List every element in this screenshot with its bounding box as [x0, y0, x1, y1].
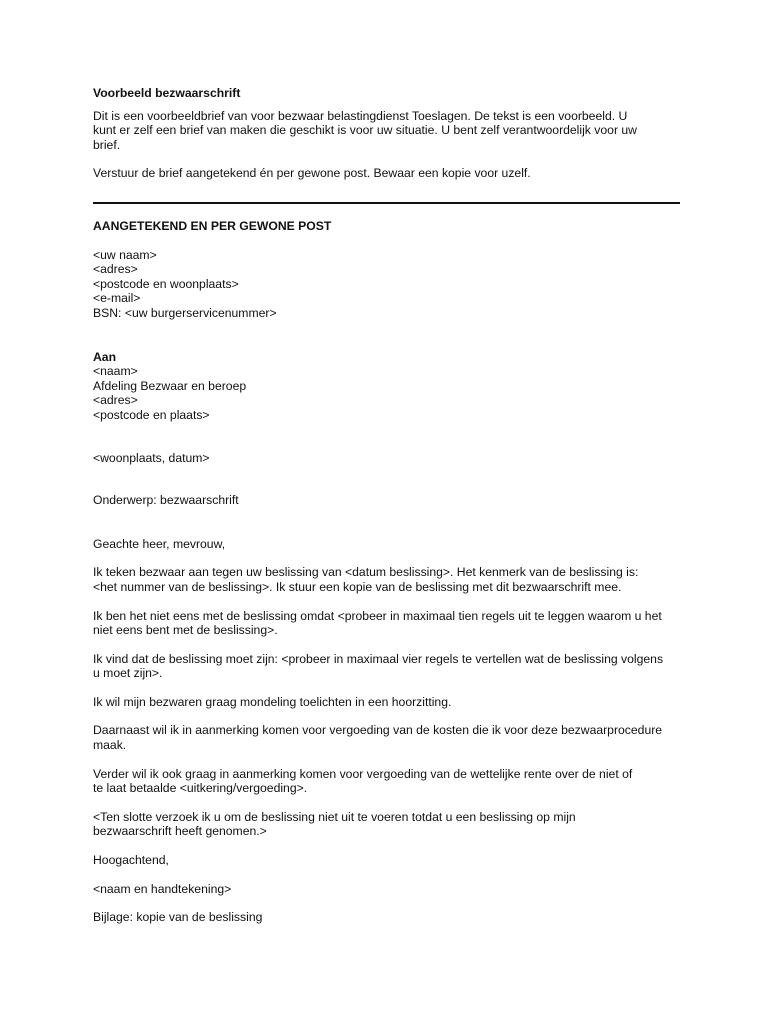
paragraph-line: Ik vind dat de beslissing moet zijn: <probeer in maximaal vier regels te vertellen wat de beslissing volgens — [93, 651, 664, 666]
letter-heading: AANGETEKEND EN PER GEWONE POST — [93, 219, 332, 233]
recipient-name: <naam> — [93, 364, 138, 379]
subject-line: Onderwerp: bezwaarschrift — [93, 493, 239, 508]
section-divider — [93, 202, 680, 204]
salutation: Geachte heer, mevrouw, — [93, 536, 226, 551]
letter-body — [93, 219, 703, 925]
recipient-block — [93, 350, 703, 423]
paragraph-line: Ik teken bezwaar aan tegen uw beslissing van <datum beslissing>. Het kenmerk van de beslissing is: — [93, 565, 639, 580]
paragraph-line: bezwaarschrift heeft genomen.> — [93, 824, 267, 839]
paragraph-costs — [93, 723, 703, 752]
document-title: Voorbeeld bezwaarschrift — [93, 86, 241, 100]
paragraph-line: te laat betaalde <uitkering/vergoeding>. — [93, 781, 308, 796]
intro-line-1: Dit is een voorbeeldbrief van voor bezwaar belastingdienst Toeslagen. De tekst is een voorbeeld. U — [93, 108, 628, 123]
paragraph-line: maak. — [93, 738, 127, 753]
closing: Hoogachtend, — [93, 853, 169, 868]
sender-name: <uw naam> — [93, 247, 157, 262]
paragraph-line: niet eens bent met de beslissing>. — [93, 623, 278, 638]
paragraph-hearing: Ik wil mijn bezwaren graag mondeling toelichten in een hoorzitting. — [93, 694, 452, 709]
recipient-address: <adres> — [93, 393, 138, 408]
recipient-postcode: <postcode en plaats> — [93, 407, 210, 422]
attachment-line: Bijlage: kopie van de beslissing — [93, 910, 263, 925]
paragraph-line: <Ten slotte verzoek ik u om de beslissing niet uit te voeren totdat u een beslissing op mijn — [93, 809, 576, 824]
intro-paragraph — [93, 109, 703, 153]
paragraph-objection — [93, 565, 703, 594]
sender-email: <e-mail> — [93, 291, 141, 306]
sender-block — [93, 248, 703, 321]
intro-line-3: brief. — [93, 137, 121, 152]
paragraph-suspension — [93, 810, 703, 839]
signature-placeholder: <naam en handtekening> — [93, 881, 232, 896]
paragraph-line: Verder wil ik ook graag in aanmerking komen voor vergoeding van de wettelijke rente over de niet of — [93, 766, 633, 781]
recipient-label: Aan — [93, 349, 117, 364]
paragraph-line: Daarnaast wil ik in aanmerking komen voor vergoeding van de kosten die ik voor deze bezwaarprocedure — [93, 723, 663, 738]
intro-line-2: kunt er zelf een brief van maken die geschikt is voor uw situatie. U bent zelf verantwoordelijk voor uw — [93, 123, 637, 138]
paragraph-desired-decision — [93, 652, 703, 681]
paragraph-reason — [93, 609, 703, 638]
paragraph-line: Ik ben het niet eens met de beslissing omdat <probeer in maximaal tien regels uit te leggen waarom u het — [93, 608, 662, 623]
sender-address: <adres> — [93, 262, 138, 277]
paragraph-line: u moet zijn>. — [93, 666, 163, 681]
intro-instruction: Verstuur de brief aangetekend én per gewone post. Bewaar een kopie voor uzelf. — [93, 166, 531, 181]
sender-bsn: BSN: <uw burgerservicenummer> — [93, 305, 277, 320]
sender-postcode: <postcode en woonplaats> — [93, 276, 239, 291]
recipient-department: Afdeling Bezwaar en beroep — [93, 378, 247, 393]
paragraph-line: <het nummer van de beslissing>. Ik stuur een kopie van de beslissing met dit bezwaarschrift mee. — [93, 579, 622, 594]
place-date: <woonplaats, datum> — [93, 450, 210, 465]
intro-section — [93, 86, 703, 181]
paragraph-interest — [93, 767, 703, 796]
